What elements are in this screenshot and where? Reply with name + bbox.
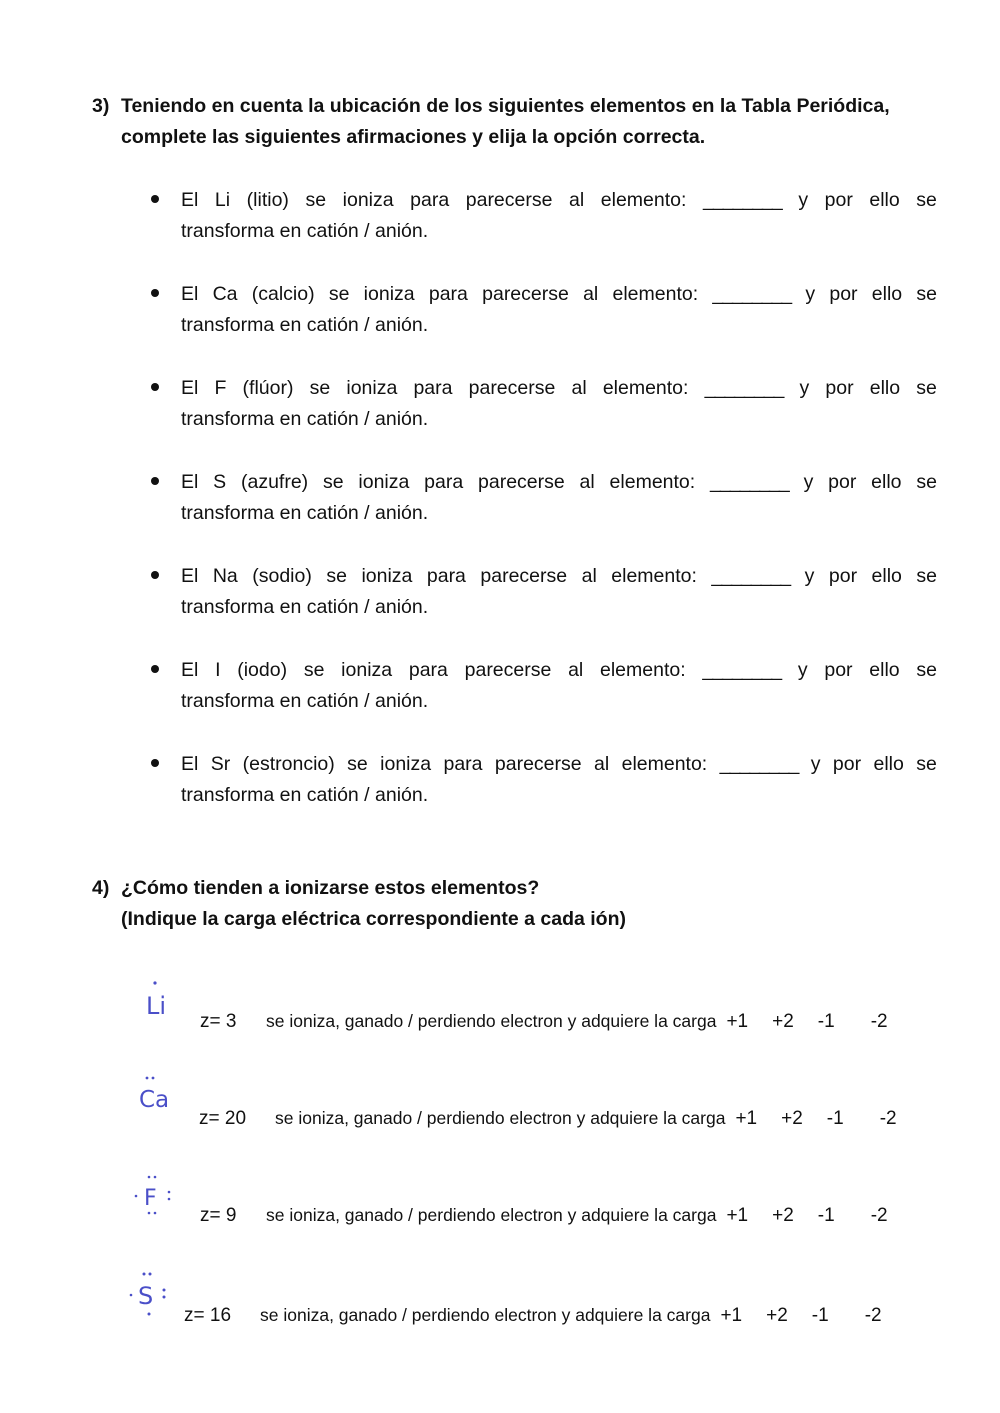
fill-in-item [181, 279, 937, 341]
item-word: y [798, 189, 809, 211]
item-word: ioniza [380, 753, 432, 775]
item-word: El [181, 377, 199, 399]
fill-in-item-line-2: transforma en catión / anión. [181, 408, 429, 430]
item-word: ioniza [346, 377, 398, 399]
ion-row-text: se ioniza, ganado / perdiendo electron y adquiere la carga [266, 1011, 717, 1031]
item-word: elemento: [609, 471, 696, 493]
charge-option[interactable]: +2 [772, 1011, 794, 1032]
fill-in-item [181, 373, 937, 435]
bullet [150, 561, 160, 571]
question-4-line-2: (Indique la carga eléctrica correspondiente a cada ión) [121, 908, 626, 930]
item-word: ioniza [358, 471, 410, 493]
item-word: se [326, 565, 347, 587]
atomic-number: z= 20 [199, 1108, 247, 1129]
ion-row-text: se ioniza, ganado / perdiendo electron y adquiere la carga [275, 1108, 726, 1128]
item-word: ello [871, 471, 902, 493]
lewis-symbol-li [140, 978, 180, 1026]
question-3-line-2: complete las siguientes afirmaciones y elija la opción correcta. [121, 126, 706, 148]
charge-options [725, 1108, 896, 1128]
fill-in-item-line-1 [181, 561, 937, 592]
answer-blank[interactable]: ________ [702, 659, 782, 681]
item-word: y [804, 565, 815, 587]
fill-in-item-line-1 [181, 279, 937, 310]
item-word: (sodio) [252, 565, 312, 587]
question-3-heading [92, 91, 890, 153]
charge-option[interactable]: -2 [870, 1205, 888, 1226]
fill-in-item-line-2: transforma en catión / anión. [181, 220, 429, 242]
fill-in-item-line-1 [181, 373, 937, 404]
fill-in-item-line-2: transforma en catión / anión. [181, 596, 429, 618]
fill-in-item-line-2: transforma en catión / anión. [181, 502, 429, 524]
answer-blank[interactable]: ________ [719, 753, 799, 775]
answer-blank[interactable]: ________ [712, 283, 792, 305]
item-word: se [322, 471, 344, 493]
item-word: y [799, 377, 810, 399]
item-word: Sr [210, 753, 231, 775]
ion-row-text: se ioniza, ganado / perdiendo electron y adquiere la carga [260, 1305, 711, 1325]
item-word: para [408, 659, 448, 681]
item-word: se [916, 189, 937, 211]
question-3-line-1: Teniendo en cuenta la ubicación de los siguientes elementos en la Tabla Periódica, [121, 95, 890, 117]
item-word: al [571, 377, 587, 399]
atomic-number: z= 9 [200, 1205, 237, 1226]
item-word: Li [214, 189, 231, 211]
item-word: ello [871, 283, 903, 305]
item-word: por [824, 659, 853, 681]
item-word: parecerse [494, 753, 582, 775]
item-word: parecerse [478, 471, 565, 493]
item-word: al [581, 565, 597, 587]
item-word: F [214, 377, 227, 399]
item-word: ello [869, 189, 900, 211]
fill-in-item [181, 561, 937, 623]
question-4-heading [92, 873, 626, 935]
lewis-symbol-s [124, 1268, 174, 1324]
charge-option[interactable]: -2 [864, 1305, 882, 1326]
atomic-number: z= 3 [200, 1011, 237, 1032]
answer-blank[interactable]: ________ [710, 471, 789, 493]
item-word: se [916, 471, 937, 493]
fill-in-item-line-1 [181, 185, 937, 216]
item-word: elemento: [611, 565, 697, 587]
lewis-symbol-ca [136, 1073, 180, 1121]
charge-options [716, 1011, 887, 1031]
charge-option[interactable]: -1 [817, 1011, 835, 1032]
fill-in-item-line-1 [181, 655, 937, 686]
fill-in-item [181, 185, 937, 247]
item-word: elemento: [612, 283, 699, 305]
question-number: 4) [92, 877, 110, 899]
item-word: por [829, 283, 858, 305]
svg-text:Ca: Ca [139, 1087, 170, 1113]
item-word: se [309, 377, 331, 399]
item-word: parecerse [464, 659, 552, 681]
charge-option[interactable]: +2 [766, 1305, 788, 1326]
charge-options [710, 1305, 881, 1325]
item-word: para [410, 189, 450, 211]
item-word: al [583, 283, 599, 305]
item-word: ioniza [342, 189, 394, 211]
ion-row [200, 1006, 888, 1036]
item-word: ello [869, 659, 900, 681]
item-word: ioniza [363, 283, 415, 305]
svg-text:S: S [138, 1282, 154, 1310]
item-word: (calcio) [251, 283, 315, 305]
answer-blank[interactable]: ________ [704, 377, 784, 399]
item-word: se [328, 283, 350, 305]
item-word: ello [871, 565, 902, 587]
item-word: (litio) [246, 189, 289, 211]
item-word: El [181, 189, 199, 211]
fill-in-item-line-1 [181, 467, 937, 498]
item-word: se [916, 565, 937, 587]
item-word: al [568, 659, 584, 681]
item-word: para [426, 565, 466, 587]
item-word: I [215, 659, 221, 681]
item-word: parecerse [465, 189, 553, 211]
ion-row [184, 1300, 882, 1330]
item-word: por [828, 471, 857, 493]
charge-option[interactable]: -1 [826, 1108, 844, 1129]
bullet [150, 749, 160, 759]
item-word: y [797, 659, 808, 681]
item-word: por [824, 189, 853, 211]
item-word: ioniza [341, 659, 393, 681]
svg-text:Li: Li [146, 992, 167, 1020]
fill-in-item-line-2: transforma en catión / anión. [181, 314, 429, 336]
item-word: (flúor) [242, 377, 294, 399]
charge-option[interactable]: +1 [735, 1108, 758, 1129]
charge-option[interactable]: +1 [720, 1305, 743, 1326]
item-word: (azufre) [240, 471, 309, 493]
item-word: parecerse [480, 565, 568, 587]
charge-options [716, 1205, 887, 1225]
question-number: 3) [92, 95, 110, 117]
charge-option[interactable]: +2 [781, 1108, 803, 1129]
item-word: y [810, 753, 821, 775]
item-word: El [181, 753, 199, 775]
item-word: se [916, 659, 937, 681]
item-word: elemento: [602, 377, 689, 399]
item-word: elemento: [600, 659, 686, 681]
item-word: elemento: [600, 189, 687, 211]
charge-option[interactable]: -2 [879, 1108, 897, 1129]
item-word: se [305, 189, 327, 211]
ion-row-text: se ioniza, ganado / perdiendo electron y adquiere la carga [266, 1205, 717, 1225]
fill-in-item [181, 467, 937, 529]
item-word: parecerse [468, 377, 556, 399]
item-word: ello [869, 377, 901, 399]
item-word: para [413, 377, 453, 399]
item-word: se [916, 377, 937, 399]
charge-option[interactable]: -1 [817, 1205, 835, 1226]
atomic-number: z= 16 [184, 1305, 232, 1326]
fill-in-item-line-2: transforma en catión / anión. [181, 784, 429, 806]
bullet [150, 185, 160, 195]
item-word: parecerse [482, 283, 569, 305]
fill-in-item-line-2: transforma en catión / anión. [181, 690, 429, 712]
item-word: al [569, 189, 585, 211]
item-word: por [832, 753, 862, 775]
item-word: y [803, 471, 814, 493]
ion-row [200, 1200, 888, 1230]
question-4-line-1: ¿Cómo tienden a ionizarse estos elementos? [121, 877, 540, 899]
charge-option[interactable]: +1 [726, 1205, 749, 1226]
charge-option[interactable]: +1 [726, 1011, 749, 1032]
item-word: se [916, 283, 937, 305]
bullet [150, 373, 160, 383]
item-word: se [347, 753, 368, 775]
item-word: El [181, 659, 199, 681]
answer-blank[interactable]: ________ [702, 189, 782, 211]
charge-option[interactable]: -2 [870, 1011, 888, 1032]
item-word: El [181, 471, 199, 493]
charge-option[interactable]: +2 [772, 1205, 794, 1226]
fill-in-item-line-1 [181, 749, 937, 780]
bullet [150, 279, 160, 289]
item-word: El [181, 283, 199, 305]
item-word: Ca [212, 283, 238, 305]
item-word: por [825, 377, 854, 399]
item-word: se [303, 659, 325, 681]
svg-text:F: F [144, 1186, 157, 1211]
fill-in-item [181, 655, 937, 717]
item-word: (iodo) [237, 659, 288, 681]
item-word: El [181, 565, 199, 587]
fill-in-item [181, 749, 937, 811]
charge-option[interactable]: -1 [811, 1305, 829, 1326]
item-word: y [805, 283, 816, 305]
item-word: ello [873, 753, 904, 775]
item-word: Na [212, 565, 238, 587]
item-word: al [579, 471, 595, 493]
bullet [150, 467, 160, 477]
item-word: para [443, 753, 483, 775]
answer-blank[interactable]: ________ [711, 565, 791, 587]
item-word: (estroncio) [242, 753, 335, 775]
item-word: se [916, 753, 937, 775]
item-word: al [594, 753, 610, 775]
lewis-symbol-f [130, 1170, 180, 1224]
item-word: ioniza [361, 565, 413, 587]
bullet [150, 655, 160, 665]
ion-row [199, 1103, 897, 1133]
item-word: S [213, 471, 227, 493]
item-word: para [424, 471, 464, 493]
item-word: elemento: [621, 753, 708, 775]
item-word: para [428, 283, 468, 305]
item-word: por [828, 565, 858, 587]
